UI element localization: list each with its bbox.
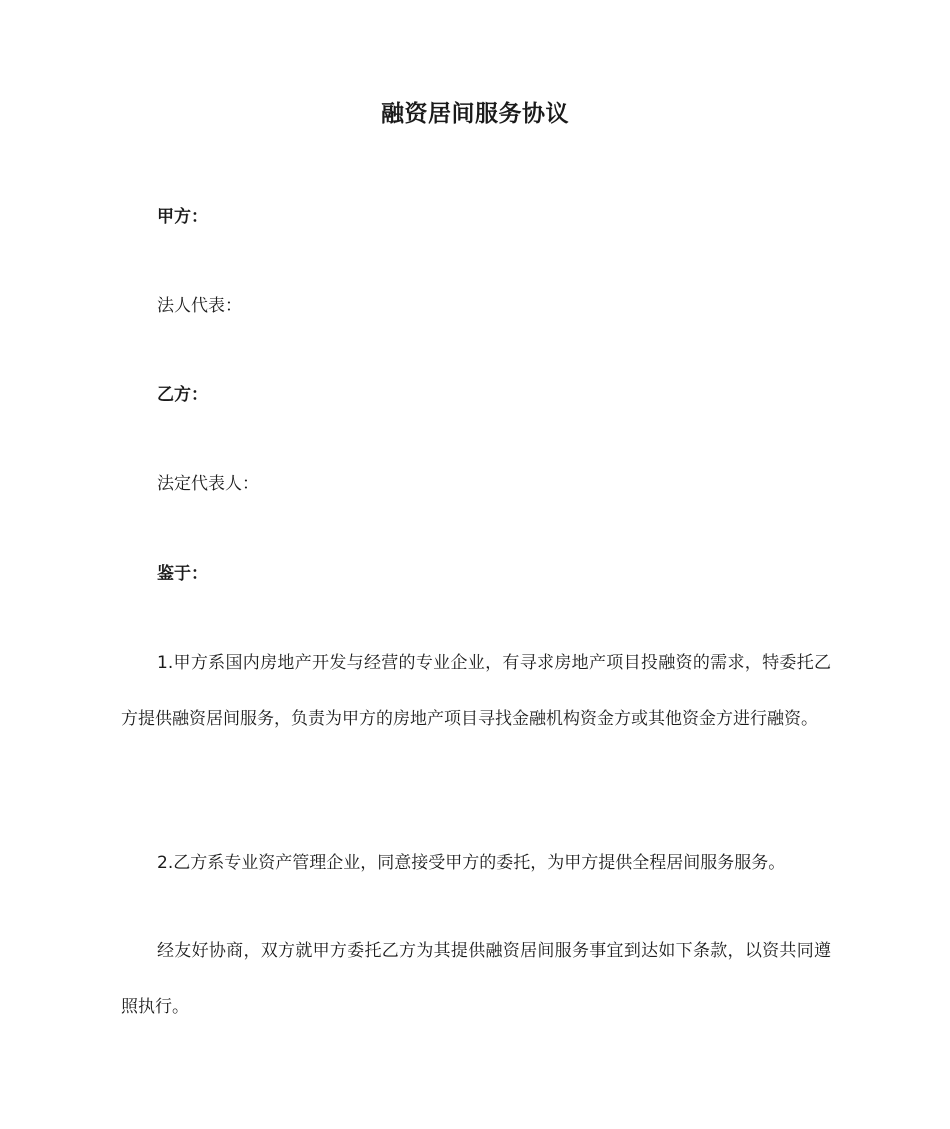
document-title: 融资居间服务协议 bbox=[381, 101, 569, 127]
whereas-label: 鉴于： bbox=[157, 564, 208, 584]
closing-paragraph: 经友好协商，双方就甲方委托乙方为其提供融资居间服务事宜到达如下条款，以资共同遵照执行。 bbox=[121, 941, 831, 1017]
party-b-label: 乙方： bbox=[157, 385, 208, 405]
party-a-label: 甲方： bbox=[157, 207, 208, 227]
party-a-representative-label: 法人代表： bbox=[157, 296, 242, 316]
clause-1-paragraph: 1.甲方系国内房地产开发与经营的专业企业，有寻求房地产项目投融资的需求，特委托乙方提供融资居间服务，负责为甲方的房地产项目寻找金融机构资金方或其他资金方进行融资。 bbox=[121, 653, 831, 729]
party-b-representative-label: 法定代表人： bbox=[157, 474, 259, 494]
clause-2-paragraph: 2.乙方系专业资产管理企业，同意接受甲方的委托，为甲方提供全程居间服务服务。 bbox=[157, 853, 786, 873]
